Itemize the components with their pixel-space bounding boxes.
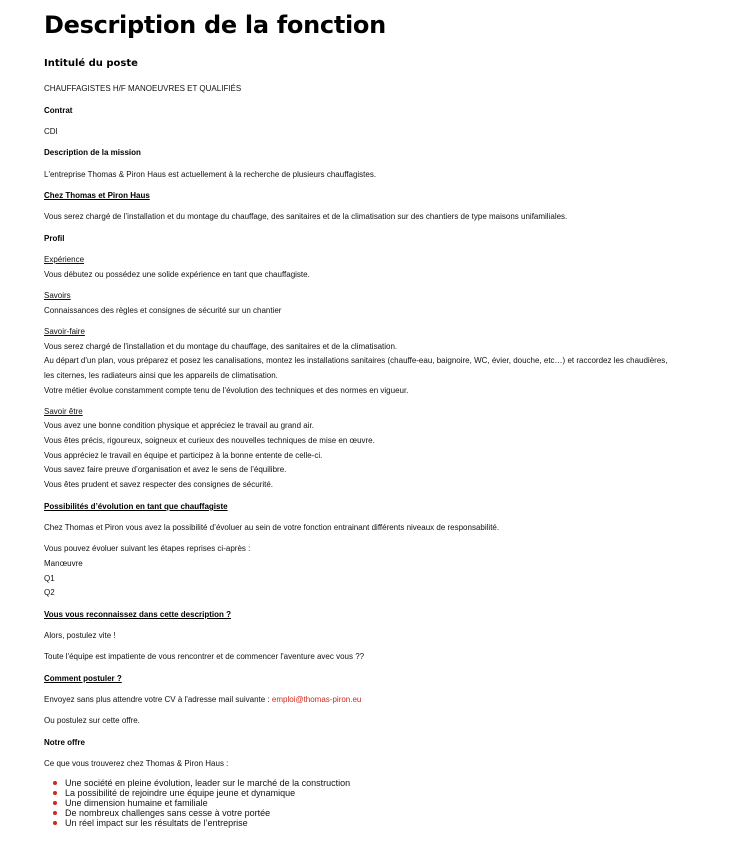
offre-item: Un réel impact sur les résultats de l’entreprise: [65, 818, 350, 828]
postuler-alt-text: Ou postulez sur cette offre.: [44, 716, 140, 725]
savoirs-heading: Savoirs: [44, 291, 71, 300]
page-title: Description de la fonction: [44, 11, 386, 39]
evolution-step: Q2: [44, 588, 55, 597]
savoirs-line: Connaissances des règles et consignes de sécurité sur un chantier: [44, 306, 282, 315]
savoir-etre-line: Vous savez faire preuve d’organisation et avez le sens de l’équilibre.: [44, 465, 287, 474]
postuler-text-before: Envoyez sans plus attendre votre CV à l'adresse mail suivante :: [44, 695, 272, 704]
evolution-heading: Possibilités d’évolution en tant que chauffagiste: [44, 502, 228, 511]
reconnaissez-heading: Vous vous reconnaissez dans cette description ?: [44, 610, 232, 619]
savoir-faire-line: Vous serez chargé de l'installation et du montage du chauffage, des sanitaires et de la climatisation.: [44, 342, 398, 351]
postuler-text: [44, 695, 361, 705]
mission-text: L'entreprise Thomas & Piron Haus est actuellement à la recherche de plusieurs chauffagistes.: [44, 170, 377, 179]
offre-item: De nombreux challenges sans cesse à votre portée: [65, 808, 350, 818]
intitule-value: CHAUFFAGISTES H/F MANOEUVRES ET QUALIFIÉS: [44, 84, 242, 93]
evolution-text: Chez Thomas et Piron vous avez la possibilité d’évoluer au sein de votre fonction entrainant différents niveaux de responsabilité.: [44, 523, 500, 532]
offre-list: [44, 778, 350, 828]
experience-heading: Expérience: [44, 255, 85, 264]
chez-heading: Chez Thomas et Piron Haus: [44, 191, 150, 200]
savoir-etre-line: Vous avez une bonne condition physique et appréciez le travail au grand air.: [44, 421, 314, 430]
savoir-etre-line: Vous êtes précis, rigoureux, soigneux et curieux des nouvelles techniques de mise en œuvre.: [44, 436, 375, 445]
offre-item: Une société en pleine évolution, leader sur le marché de la construction: [65, 778, 351, 788]
profil-heading: Profil: [44, 234, 65, 243]
reconnaissez-text: Alors, postulez vite !: [44, 631, 116, 640]
reconnaissez-text: Toute l'équipe est impatiente de vous rencontrer et de commencer l'aventure avec vous ??: [44, 652, 365, 661]
email-link[interactable]: emploi@thomas-piron.eu: [271, 695, 362, 704]
contrat-value: CDI: [44, 127, 58, 136]
savoir-etre-line: Vous êtes prudent et savez respecter des consignes de sécurité.: [44, 480, 274, 489]
offre-item: Une dimension humaine et familiale: [65, 798, 350, 808]
postuler-heading: Comment postuler ?: [44, 674, 122, 683]
evolution-intro: Vous pouvez évoluer suivant les étapes reprises ci-après :: [44, 544, 251, 553]
intitule-heading: Intitulé du poste: [44, 58, 138, 69]
savoir-etre-heading: Savoir être: [44, 407, 83, 416]
offre-item: La possibilité de rejoindre une équipe jeune et dynamique: [65, 788, 350, 798]
offre-intro: Ce que vous trouverez chez Thomas & Piron Haus :: [44, 759, 229, 768]
savoir-faire-heading: Savoir-faire: [44, 327, 85, 336]
evolution-step: Manœuvre: [44, 559, 83, 568]
savoir-faire-line: Au départ d'un plan, vous préparez et posez les canalisations, montez les installations sanitaires (chauffe-eau, baignoire, WC, évier, douche, etc…) et raccordez les chaudières,: [44, 356, 668, 365]
offre-heading: Notre offre: [44, 738, 85, 747]
savoir-etre-line: Vous appréciez le travail en équipe et participez à la bonne entente de celle-ci.: [44, 451, 323, 460]
savoir-faire-line: Votre métier évolue constamment compte tenu de l'évolution des techniques et des normes en vigueur.: [44, 386, 409, 395]
contrat-heading: Contrat: [44, 106, 73, 115]
chez-text: Vous serez chargé de l’installation et du montage du chauffage, des sanitaires et de la climatisation sur des chantiers de type maisons unifamiliales.: [44, 212, 568, 221]
mission-heading: Description de la mission: [44, 148, 141, 157]
experience-line: Vous débutez ou possédez une solide expérience en tant que chauffagiste.: [44, 270, 310, 279]
savoir-faire-line: les citernes, les radiateurs ainsi que les appareils de climatisation.: [44, 371, 278, 380]
evolution-step: Q1: [44, 574, 55, 583]
